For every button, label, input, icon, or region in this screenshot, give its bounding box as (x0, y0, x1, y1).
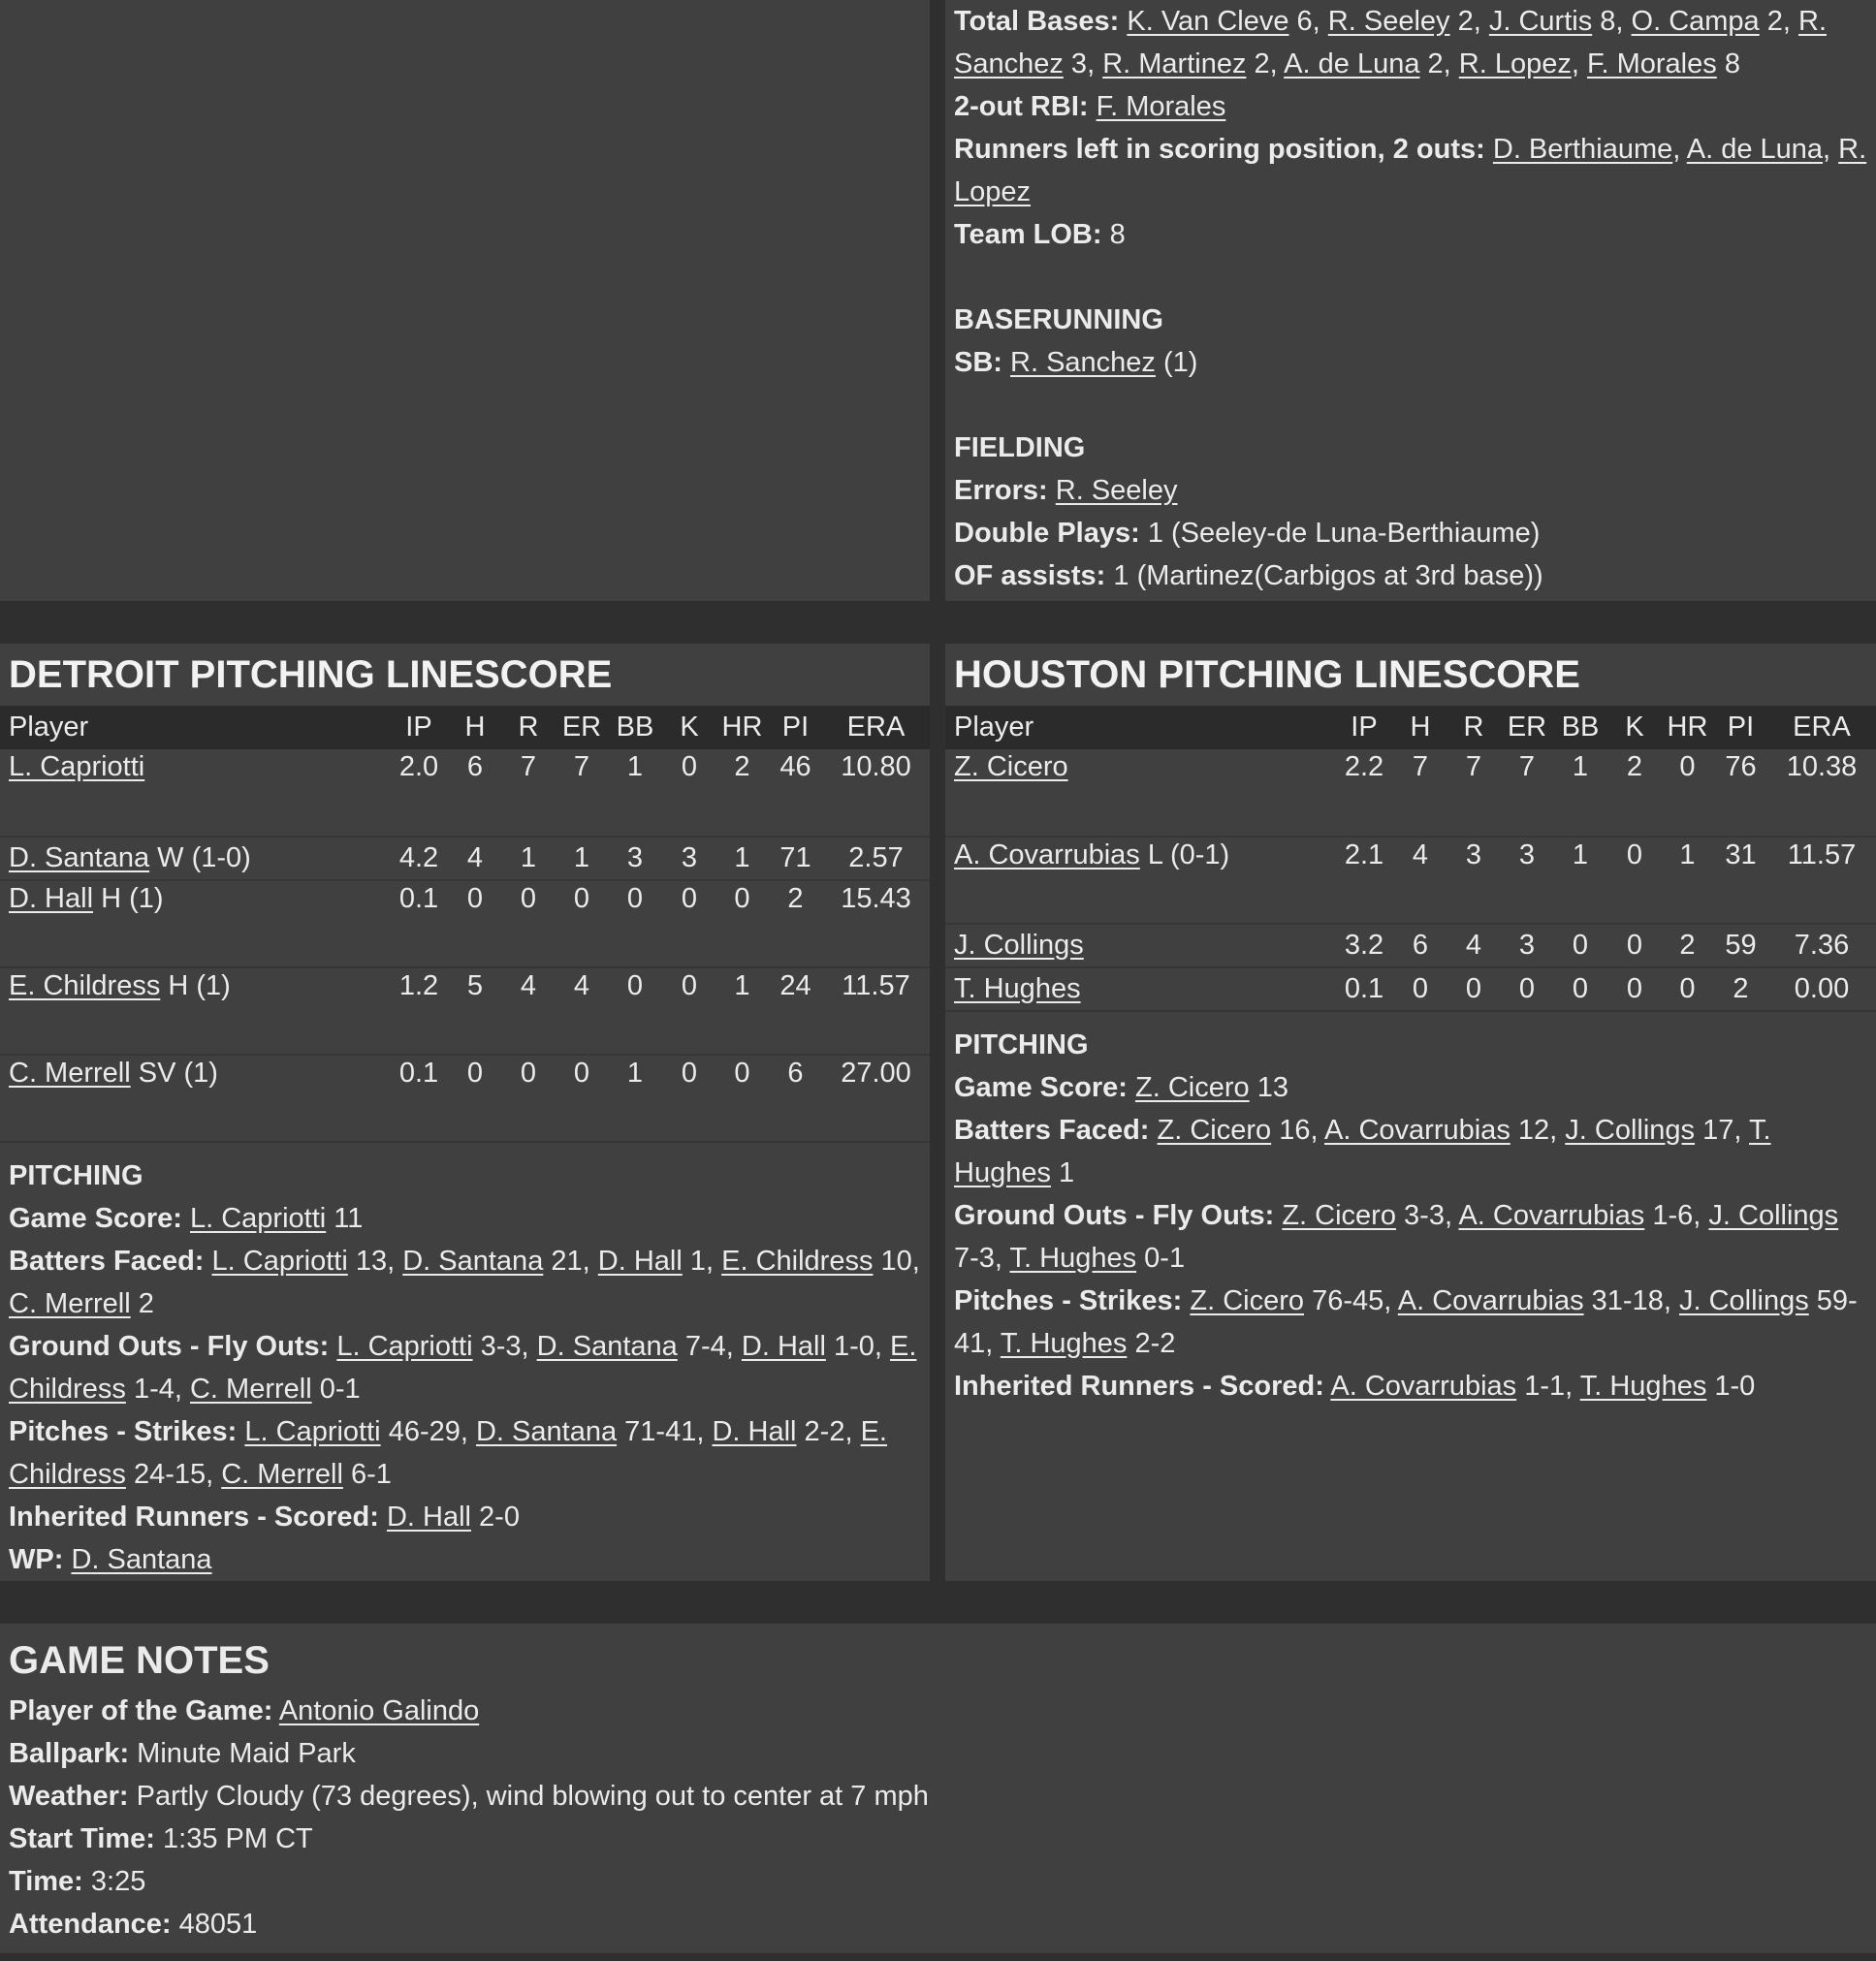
stat-cell-k: 0 (1626, 930, 1643, 961)
batting-notes-panel (945, 0, 1876, 601)
player-cell (945, 967, 1333, 1011)
stat-cell-er: 1 (573, 842, 590, 873)
player-link[interactable]: R. Seeley (1327, 6, 1450, 37)
decision: SV (1) (138, 1058, 218, 1089)
column-header: PI (781, 712, 810, 743)
column-header: K (680, 712, 699, 743)
player-link[interactable]: R. Sanchez (1010, 347, 1156, 378)
player-link[interactable]: D. Hall (741, 1331, 826, 1362)
stat-cell-h: 7 (1412, 751, 1429, 782)
panel-title: HOUSTON PITCHING LINESCORE (954, 653, 1580, 696)
stat-cell-bb: 1 (1572, 751, 1589, 782)
player-link[interactable]: D. Hall (386, 1502, 471, 1533)
player-link[interactable]: A. Covarrubias (954, 839, 1140, 870)
double-plays-line: Double Plays: 1 (Seeley-de Luna-Berthiaume) (954, 518, 1541, 549)
fielding-heading: FIELDING (954, 432, 1086, 463)
stat-cell-k: 0 (681, 883, 698, 914)
ballpark-line: Ballpark: Minute Maid Park (9, 1738, 356, 1769)
game-score-line: Game Score: L. Capriotti 11 (9, 1203, 364, 1234)
inherited-runners-line: Inherited Runners - Scored: D. Hall 2-0 (9, 1502, 520, 1533)
player-link[interactable]: A. Covarrubias (1397, 1285, 1584, 1316)
stat-cell-hr: 1 (1679, 839, 1696, 870)
stat-cell-hr: 0 (1679, 751, 1696, 782)
stat-cell-ip: 0.1 (398, 883, 439, 914)
player-link[interactable]: T. Hughes (954, 973, 1081, 1004)
column-header: BB (1561, 712, 1600, 743)
player-link[interactable]: Z. Cicero (1157, 1115, 1272, 1146)
column-header: R (518, 712, 539, 743)
player-link[interactable]: D. Berthiaume (1492, 134, 1673, 165)
total-bases-line: Total Bases: K. Van Cleve 6, R. Seeley 2, J. Curtis 8, O. Campa 2, R. Sanchez 3, R. Martinez 2, A. de Luna 2, R. Lopez, F. Morales 8 (954, 6, 1828, 79)
column-header: IP (405, 712, 432, 743)
stat-cell-ip: 4.2 (398, 842, 439, 873)
houston-pitching-panel (945, 644, 1876, 1581)
table-row (0, 1055, 930, 1142)
stat-cell-hr: 0 (734, 883, 750, 914)
player-cell (0, 880, 388, 967)
two-out-rbi-line: 2-out RBI: F. Morales (954, 91, 1226, 122)
pitches-strikes-line: Pitches - Strikes: Z. Cicero 76-45, A. Covarrubias 31-18, J. Collings 59-41, T. Hughes 2-2 (954, 1285, 1858, 1359)
stat-cell-era: 15.43 (841, 883, 911, 914)
stat-cell-era: 10.38 (1786, 751, 1858, 782)
player-link[interactable]: L. Capriotti (244, 1416, 381, 1447)
table-row (0, 880, 930, 967)
stat-cell-pi: 59 (1725, 930, 1757, 961)
pitching-stats (0, 1143, 930, 1581)
table-header (945, 706, 1876, 749)
player-link[interactable]: D. Santana (402, 1246, 544, 1277)
stat-cell-era: 10.80 (841, 751, 911, 782)
stat-cell-pi: 2 (1733, 973, 1749, 1004)
column-header: H (1410, 712, 1431, 743)
table-row (945, 837, 1876, 924)
player-link[interactable]: Z. Cicero (954, 751, 1068, 782)
table-row (945, 749, 1876, 837)
player-link[interactable]: C. Merrell (189, 1374, 312, 1405)
player-link[interactable]: F. Morales (1587, 48, 1717, 79)
player-link[interactable]: Z. Cicero (1190, 1285, 1305, 1316)
stat-cell-r: 4 (520, 970, 537, 1001)
player-link[interactable]: A. Covarrubias (1324, 1115, 1510, 1146)
pitching-table (0, 706, 930, 1143)
game-notes-title: GAME NOTES (9, 1639, 270, 1682)
stat-cell-er: 0 (1518, 973, 1536, 1004)
game-notes-panel (0, 1624, 1876, 1953)
player-link[interactable]: C. Merrell (221, 1459, 343, 1490)
player-link[interactable]: J. Collings (1565, 1115, 1696, 1146)
player-link[interactable]: D. Santana (9, 842, 150, 873)
player-link[interactable]: R. Sanchez (954, 6, 1828, 79)
player-link[interactable]: E. Childress (9, 970, 161, 1001)
stat-cell-bb: 0 (626, 970, 644, 1001)
player-link[interactable]: Antonio Galindo (278, 1695, 480, 1726)
player-link[interactable]: A. Covarrubias (1458, 1200, 1645, 1231)
player-link[interactable]: D. Santana (475, 1416, 618, 1447)
column-header: ERA (1793, 712, 1851, 743)
stat-cell-k: 0 (681, 751, 698, 782)
table-row (0, 749, 930, 837)
errors-line: Errors: R. Seeley (954, 475, 1178, 506)
stat-cell-bb: 1 (626, 751, 644, 782)
player-link[interactable]: Z. Cicero (1134, 1072, 1250, 1103)
player-cell (0, 837, 388, 880)
team-lob-line: Team LOB: 8 (954, 219, 1126, 250)
stat-cell-pi: 46 (779, 751, 811, 782)
stat-cell-r: 0 (520, 1058, 537, 1089)
player-link[interactable]: D. Santana (536, 1331, 678, 1362)
stat-cell-hr: 1 (734, 842, 750, 873)
detroit-pitching-panel (0, 644, 930, 1581)
stat-cell-k: 0 (1626, 839, 1643, 870)
stat-cell-era: 7.36 (1794, 930, 1850, 961)
stat-cell-hr: 2 (734, 751, 750, 782)
start-time-line: Start Time: 1:35 PM CT (9, 1823, 313, 1854)
stat-cell-hr: 1 (734, 970, 750, 1001)
player-link[interactable]: R. Lopez (1458, 48, 1572, 79)
stat-cell-r: 7 (1465, 751, 1482, 782)
stat-cell-h: 0 (1412, 973, 1429, 1004)
stat-cell-era: 2.57 (848, 842, 904, 873)
stat-cell-r: 1 (520, 842, 537, 873)
stat-cell-h: 6 (466, 751, 484, 782)
decision: H (1) (101, 883, 164, 914)
stat-cell-bb: 1 (626, 1058, 644, 1089)
column-header: K (1625, 712, 1644, 743)
column-header: ER (1507, 712, 1547, 743)
stat-cell-r: 0 (1465, 973, 1482, 1004)
stat-cell-er: 7 (1518, 751, 1536, 782)
player-link[interactable]: T. Hughes (954, 1115, 1771, 1188)
stat-cell-hr: 0 (1679, 973, 1696, 1004)
decision: W (1-0) (157, 842, 251, 873)
of-assists-line: OF assists: 1 (Martinez(Carbigos at 3rd base)) (954, 560, 1543, 591)
sb-line: SB: R. Sanchez (1) (954, 347, 1198, 378)
stat-cell-pi: 24 (779, 970, 811, 1001)
panel-title: DETROIT PITCHING LINESCORE (9, 653, 613, 696)
pitching-table (945, 706, 1876, 1012)
player-link[interactable]: L. Capriotti (336, 1331, 473, 1362)
stat-cell-k: 0 (681, 970, 698, 1001)
column-header: ER (561, 712, 602, 743)
column-header: ERA (846, 712, 906, 743)
stat-cell-ip: 0.1 (1344, 973, 1384, 1004)
player-link[interactable]: O. Campa (1631, 6, 1760, 37)
pitches-strikes-line: Pitches - Strikes: L. Capriotti 46-29, D. Santana 71-41, D. Hall 2-2, E. Childress 24-15, C. Merrell 6-1 (9, 1416, 887, 1490)
stat-cell-bb: 0 (1572, 930, 1589, 961)
ground-fly-outs-line: Ground Outs - Fly Outs: L. Capriotti 3-3, D. Santana 7-4, D. Hall 1-0, E. Childress 1-4, C. Merrell 0-1 (9, 1331, 917, 1405)
stat-cell-hr: 2 (1679, 930, 1696, 961)
batters-faced-line: Batters Faced: Z. Cicero 16, A. Covarrubias 12, J. Collings 17, T. Hughes 1 (954, 1115, 1771, 1188)
stat-cell-bb: 1 (1572, 839, 1589, 870)
player-cell (945, 749, 1333, 837)
stat-cell-k: 0 (1626, 973, 1643, 1004)
player-link[interactable]: R. Lopez (954, 134, 1867, 207)
stat-cell-bb: 0 (626, 883, 644, 914)
player-link[interactable]: R. Martinez (1102, 48, 1247, 79)
player-link[interactable]: E. Childress (9, 1416, 887, 1490)
potg-line: Player of the Game: Antonio Galindo (9, 1695, 480, 1726)
player-link[interactable]: J. Collings (954, 930, 1084, 961)
player-link[interactable]: J. Collings (1678, 1285, 1809, 1316)
player-link[interactable]: A. de Luna (1284, 48, 1420, 79)
stat-cell-era: 11.57 (1787, 839, 1857, 870)
stat-cell-er: 3 (1518, 930, 1536, 961)
stat-cell-ip: 3.2 (1344, 930, 1384, 961)
decision: L (0-1) (1147, 839, 1230, 870)
stat-cell-ip: 2.2 (1344, 751, 1384, 782)
stat-cell-er: 4 (573, 970, 590, 1001)
stat-cell-pi: 31 (1725, 839, 1757, 870)
player-cell (945, 924, 1333, 967)
player-link[interactable]: J. Curtis (1488, 6, 1593, 37)
player-link[interactable]: D. Hall (9, 883, 94, 914)
stat-cell-pi: 76 (1725, 751, 1757, 782)
table-row (945, 924, 1876, 967)
stat-cell-k: 2 (1626, 751, 1643, 782)
pitching-heading: PITCHING (954, 1029, 1089, 1060)
decision: H (1) (168, 970, 231, 1001)
stat-cell-ip: 2.0 (398, 751, 439, 782)
stat-cell-pi: 2 (787, 883, 804, 914)
stat-cell-h: 6 (1412, 930, 1429, 961)
weather-line: Weather: Partly Cloudy (73 degrees), wind blowing out to center at 7 mph (9, 1781, 929, 1812)
game-time-line: Time: 3:25 (9, 1866, 146, 1897)
column-header: IP (1351, 712, 1378, 743)
column-header: PI (1727, 712, 1755, 743)
column-header: H (464, 712, 486, 743)
stat-cell-bb: 0 (1572, 973, 1589, 1004)
player-link[interactable]: Z. Cicero (1282, 1200, 1396, 1231)
table-row (945, 967, 1876, 1011)
player-link[interactable]: L. Capriotti (211, 1246, 348, 1277)
game-score-line: Game Score: Z. Cicero 13 (954, 1072, 1288, 1103)
stat-cell-r: 0 (520, 883, 537, 914)
total-bases-list: K. Van Cleve 6, R. Seeley 2, J. Curtis 8, O. Campa 2, R. Sanchez 3, R. Martinez 2, A. de Luna 2, R. Lopez, F. Morales 8 (954, 6, 1828, 79)
batters-faced-line: Batters Faced: L. Capriotti 13, D. Santana 21, D. Hall 1, E. Childress 10, C. Merrell 2 (9, 1246, 920, 1319)
player-link[interactable]: T. Hughes (1000, 1328, 1128, 1359)
player-link[interactable]: F. Morales (1096, 91, 1226, 122)
stat-cell-h: 0 (466, 1058, 484, 1089)
stat-cell-hr: 0 (734, 1058, 750, 1089)
player-link[interactable]: L. Capriotti (189, 1203, 327, 1234)
ground-fly-outs-line: Ground Outs - Fly Outs: Z. Cicero 3-3, A. Covarrubias 1-6, J. Collings 7-3, T. Hughes 0-1 (954, 1200, 1839, 1274)
stat-cell-r: 3 (1465, 839, 1482, 870)
stat-cell-er: 3 (1518, 839, 1536, 870)
column-header: HR (721, 712, 763, 743)
player-link[interactable]: D. Santana (71, 1544, 212, 1575)
stat-cell-h: 4 (1412, 839, 1429, 870)
player-link[interactable]: C. Merrell (9, 1058, 131, 1089)
stat-cell-h: 0 (466, 883, 484, 914)
table-row (0, 967, 930, 1055)
player-cell (0, 749, 388, 837)
baserunning-heading: BASERUNNING (954, 304, 1163, 335)
column-header: Player (9, 712, 89, 743)
stat-cell-r: 4 (1465, 930, 1482, 961)
table-header (0, 706, 930, 749)
stat-cell-ip: 1.2 (398, 970, 439, 1001)
stat-cell-h: 5 (466, 970, 484, 1001)
player-link[interactable]: A. de Luna (1686, 134, 1824, 165)
player-link[interactable]: E. Childress (9, 1331, 917, 1405)
column-header: Player (954, 712, 1034, 743)
stat-cell-h: 4 (466, 842, 484, 873)
pitching-stats (945, 1012, 1876, 1407)
player-cell (0, 1055, 388, 1142)
stat-cell-era: 0.00 (1794, 973, 1850, 1004)
stat-cell-k: 3 (681, 842, 698, 873)
stat-cell-pi: 71 (779, 842, 811, 873)
column-header: BB (616, 712, 654, 743)
player-cell (945, 837, 1333, 924)
stat-cell-ip: 2.1 (1344, 839, 1384, 870)
risp-list: D. Berthiaume, A. de Luna, R. Lopez (954, 134, 1867, 207)
player-link[interactable]: K. Van Cleve (1127, 6, 1289, 37)
stat-cell-er: 7 (573, 751, 590, 782)
column-header: HR (1667, 712, 1708, 743)
stat-cell-ip: 0.1 (398, 1058, 439, 1089)
player-cell (0, 967, 388, 1055)
player-link[interactable]: D. Hall (597, 1246, 683, 1277)
player-link[interactable]: A. Covarrubias (1330, 1371, 1517, 1402)
wild-pitch-line: WP: D. Santana (9, 1544, 212, 1575)
player-link[interactable]: R. Seeley (1055, 475, 1178, 506)
stat-cell-k: 0 (681, 1058, 698, 1089)
player-link[interactable]: T. Hughes (1009, 1243, 1137, 1274)
stat-cell-er: 0 (573, 883, 590, 914)
table-row (0, 837, 930, 880)
stat-cell-pi: 6 (787, 1058, 804, 1089)
empty-panel (0, 0, 930, 601)
pitching-heading: PITCHING (9, 1160, 143, 1191)
player-link[interactable]: T. Hughes (1579, 1371, 1707, 1402)
stat-cell-bb: 3 (626, 842, 644, 873)
stat-cell-r: 7 (520, 751, 537, 782)
player-link[interactable]: D. Hall (712, 1416, 797, 1447)
inherited-runners-line: Inherited Runners - Scored: A. Covarrubias 1-1, T. Hughes 1-0 (954, 1371, 1756, 1402)
stat-cell-era: 11.57 (842, 970, 910, 1001)
column-header: R (1463, 712, 1484, 743)
stat-cell-era: 27.00 (841, 1058, 911, 1089)
attendance-line: Attendance: 48051 (9, 1909, 258, 1940)
player-link[interactable]: C. Merrell (9, 1288, 131, 1319)
player-link[interactable]: J. Collings (1708, 1200, 1839, 1231)
stat-cell-er: 0 (573, 1058, 590, 1089)
risp-line: Runners left in scoring position, 2 outs: D. Berthiaume, A. de Luna, R. Lopez (954, 134, 1867, 207)
player-link[interactable]: E. Childress (721, 1246, 874, 1277)
player-link[interactable]: L. Capriotti (9, 751, 145, 782)
